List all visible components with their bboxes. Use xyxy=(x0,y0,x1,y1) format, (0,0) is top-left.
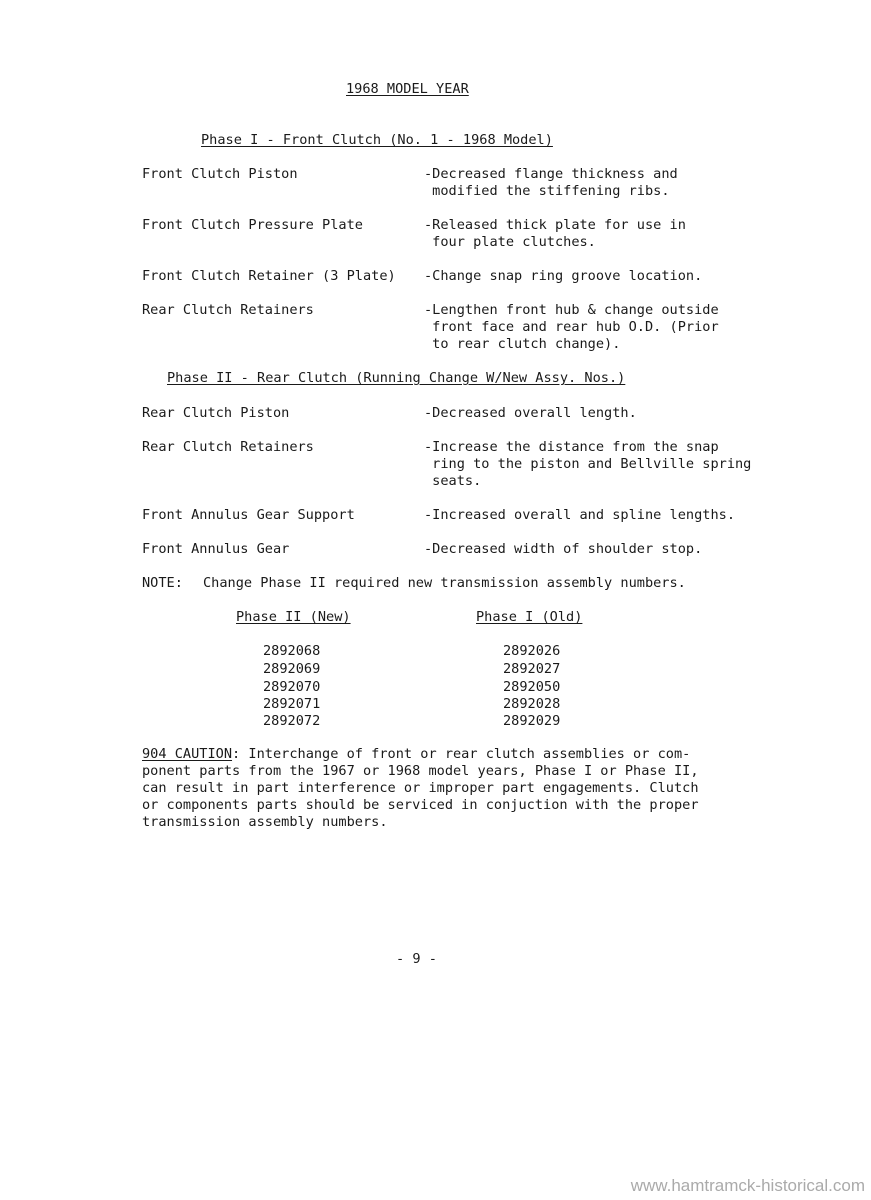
note-label: NOTE: xyxy=(142,575,183,591)
phase1-desc: -Change snap ring groove location. xyxy=(424,268,703,284)
caution-paragraph xyxy=(142,746,699,831)
note-text: Change Phase II required new transmission assembly numbers. xyxy=(203,575,686,591)
phase2-desc: -Increased overall and spline lengths. xyxy=(424,507,735,523)
table-header-old: Phase I (Old) xyxy=(476,609,583,625)
phase2-desc: -Decreased width of shoulder stop. xyxy=(424,541,703,557)
caution-text: : Interchange of front or rear clutch assemblies or com- ponent parts from the 1967 or 1968 model years, Phase I or Phase II, can result in part interference or improper part engagements. Clutch or components parts should be serviced in conjuction with the proper transmission assembly numbers. xyxy=(142,746,699,830)
phase2-desc: -Increase the distance from the snap ring to the piston and Bellville spring seats. xyxy=(424,439,752,489)
phase1-desc: -Lengthen front hub & change outside front face and rear hub O.D. (Prior to rear clutch change). xyxy=(424,302,719,352)
page-number: - 9 - xyxy=(396,951,437,967)
table-header-new: Phase II (New) xyxy=(236,609,351,625)
table-cell-old: 2892027 xyxy=(503,661,561,677)
site-watermark: www.hamtramck-historical.com xyxy=(630,1176,865,1195)
phase1-desc: -Released thick plate for use in four plate clutches. xyxy=(424,217,686,250)
table-cell-old: 2892028 xyxy=(503,696,561,712)
phase2-heading: Phase II - Rear Clutch (Running Change W/New Assy. Nos.) xyxy=(167,370,626,386)
phase2-part: Front Annulus Gear Support xyxy=(142,507,355,523)
phase2-part: Front Annulus Gear xyxy=(142,541,290,557)
table-cell-old: 2892026 xyxy=(503,643,561,659)
phase1-part: Front Clutch Retainer (3 Plate) xyxy=(142,268,396,284)
table-cell-new: 2892071 xyxy=(263,696,321,712)
phase2-part: Rear Clutch Piston xyxy=(142,405,290,421)
phase2-desc: -Decreased overall length. xyxy=(424,405,637,421)
table-cell-new: 2892072 xyxy=(263,713,321,729)
table-cell-new: 2892070 xyxy=(263,679,321,695)
table-cell-new: 2892069 xyxy=(263,661,321,677)
phase1-part: Front Clutch Pressure Plate xyxy=(142,217,363,233)
page-title: 1968 MODEL YEAR xyxy=(346,81,469,97)
phase2-part: Rear Clutch Retainers xyxy=(142,439,314,455)
table-cell-old: 2892029 xyxy=(503,713,561,729)
phase1-part: Rear Clutch Retainers xyxy=(142,302,314,318)
caution-label: 904 CAUTION xyxy=(142,746,233,762)
phase1-part: Front Clutch Piston xyxy=(142,166,298,182)
table-cell-old: 2892050 xyxy=(503,679,561,695)
table-cell-new: 2892068 xyxy=(263,643,321,659)
phase1-desc: -Decreased flange thickness and modified the stiffening ribs. xyxy=(424,166,678,199)
phase1-heading: Phase I - Front Clutch (No. 1 - 1968 Model) xyxy=(201,132,553,148)
